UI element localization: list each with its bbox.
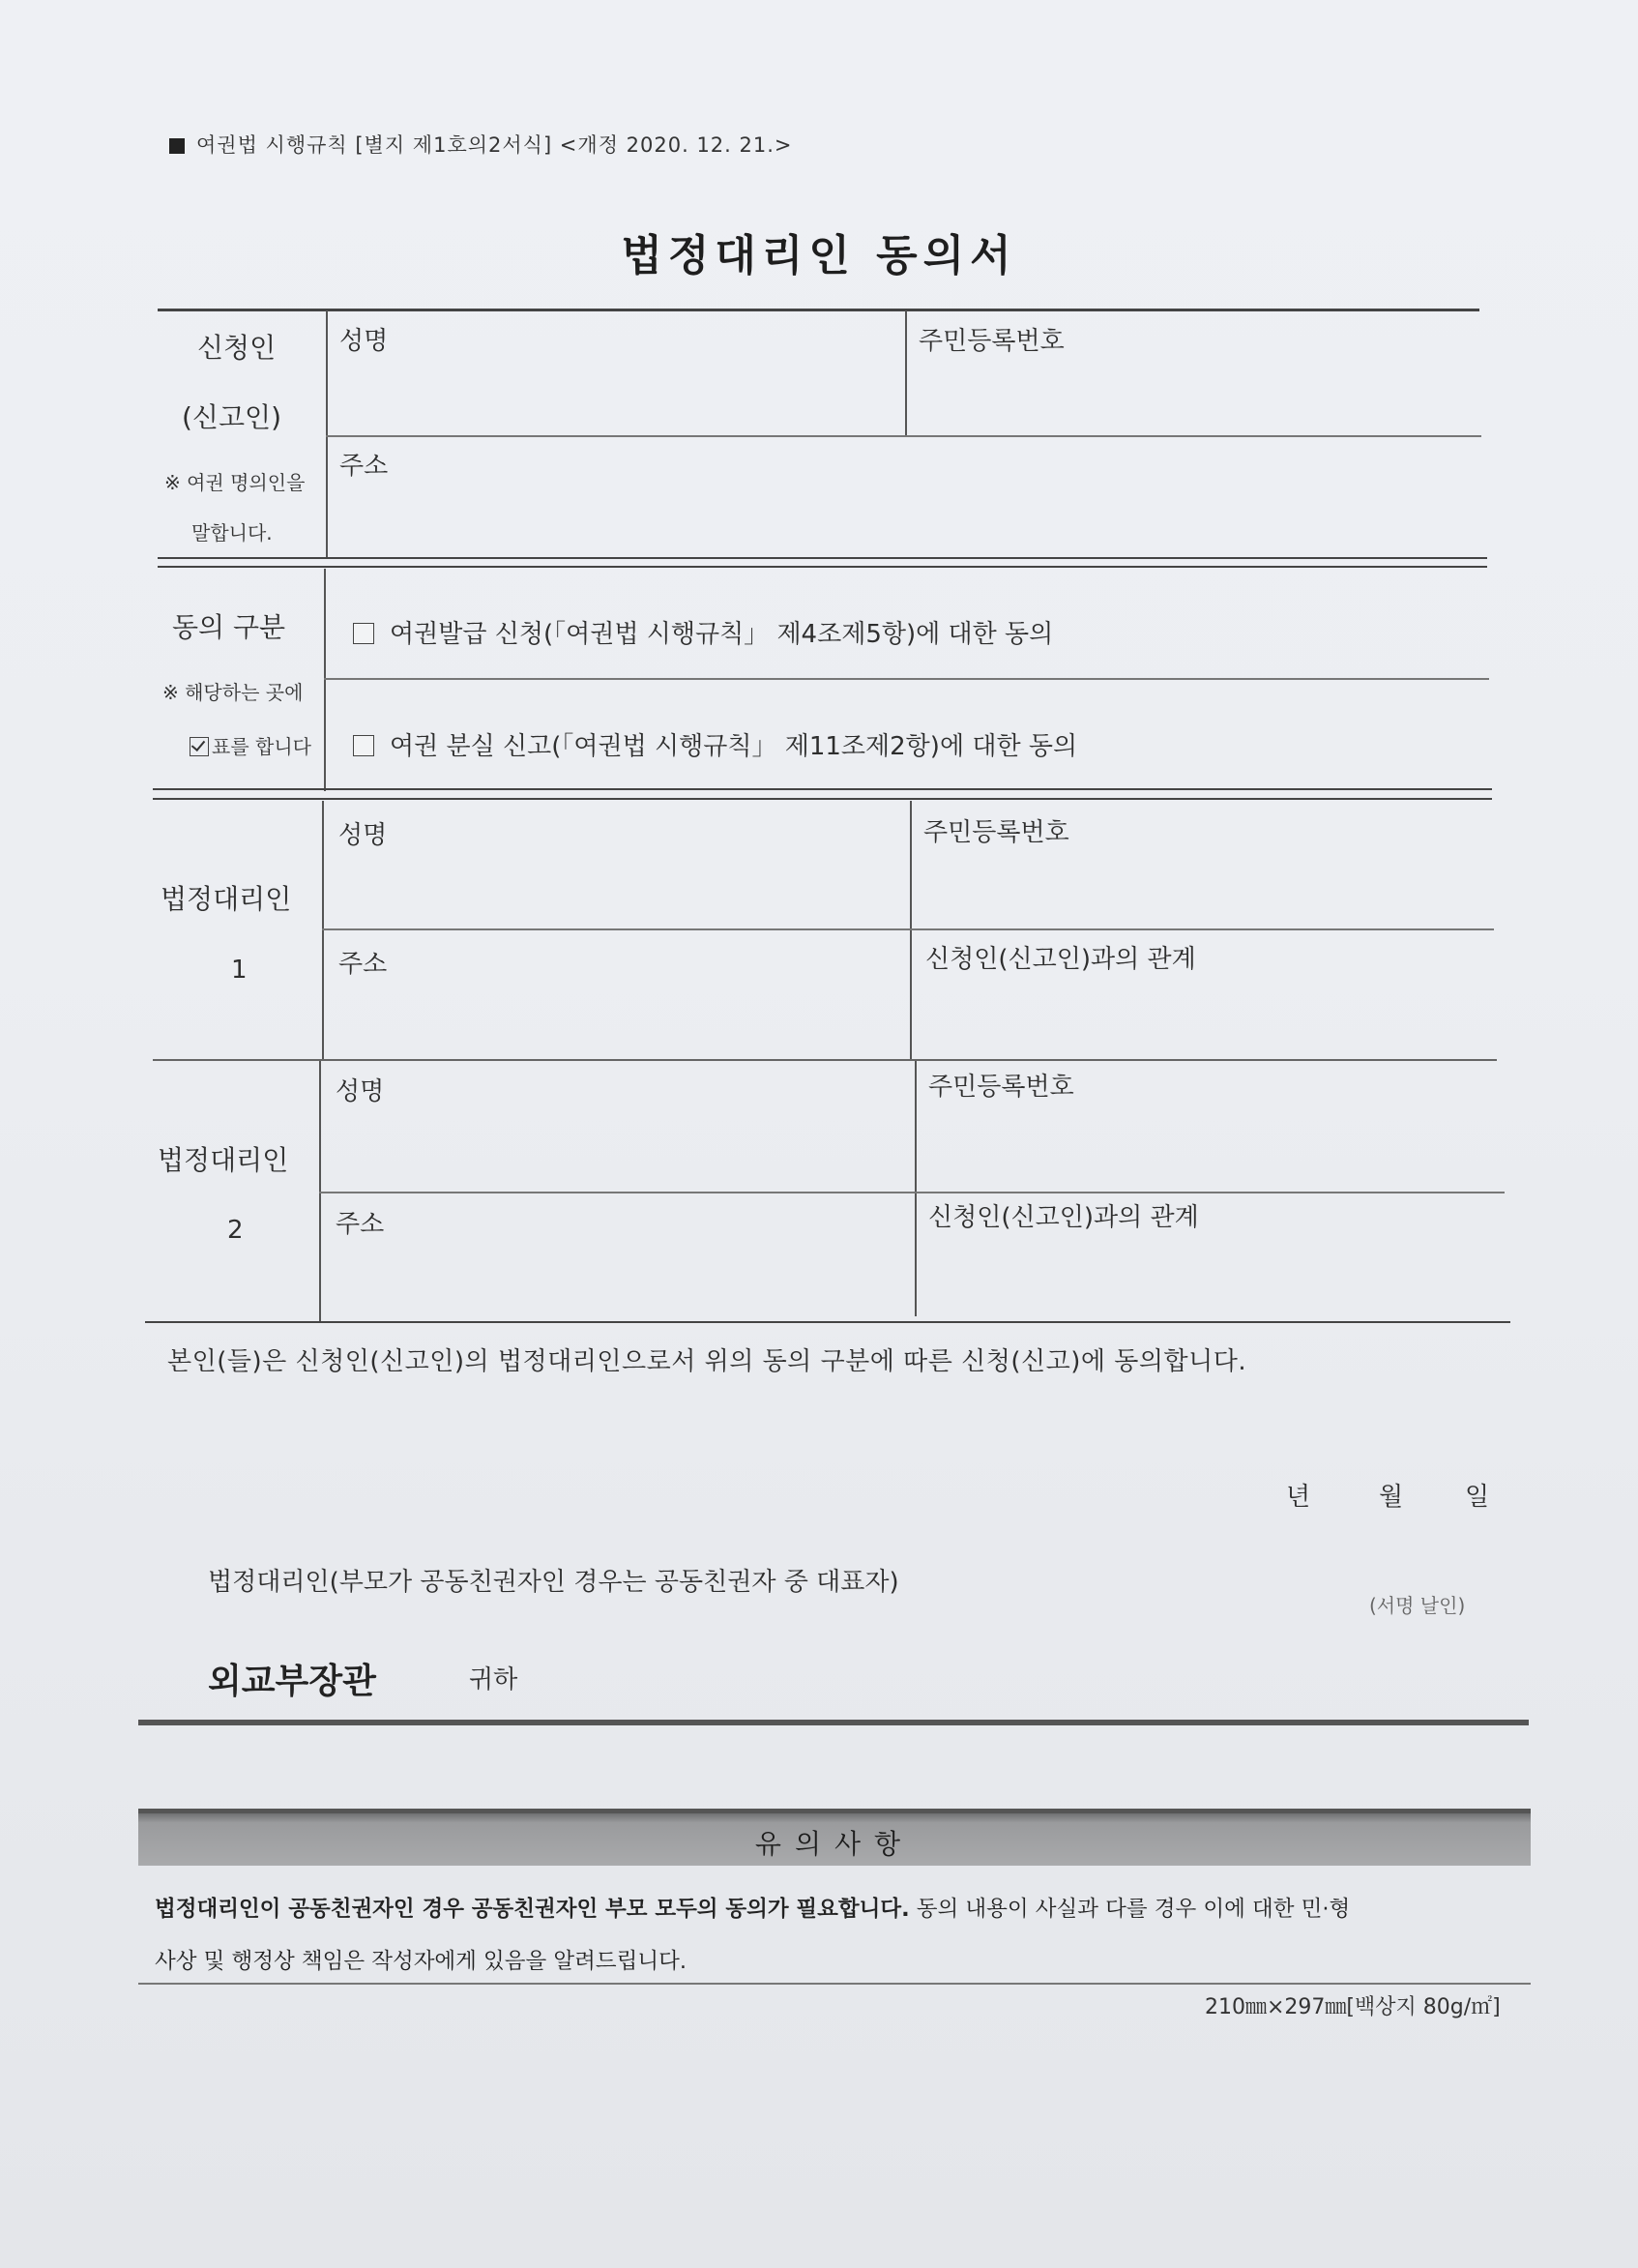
consent-statement: 본인(들)은 신청인(신고인)의 법정대리인으로서 위의 동의 구분에 따른 신청(신고)에 동의합니다.	[167, 1347, 1247, 1376]
notice-bottom-border	[138, 1983, 1531, 1985]
sign-seal-note[interactable]: (서명 날인)	[1369, 1594, 1466, 1617]
rep1-row-divider	[322, 928, 1494, 930]
recipient-suffix: 귀하	[469, 1665, 518, 1694]
date-year[interactable]: 년	[1286, 1483, 1311, 1512]
consent-row-divider	[324, 678, 1489, 680]
rep1-divider	[322, 801, 324, 1060]
checkbox-icon[interactable]	[353, 623, 374, 644]
applicant-row-divider	[326, 435, 1481, 437]
signature-section-border	[138, 1720, 1529, 1725]
rep2-rrn-field[interactable]: 주민등록번호	[928, 1073, 1074, 1102]
consent-note-2	[190, 731, 311, 759]
consent-note: ※ 해당하는 곳에	[162, 681, 304, 704]
applicant-label: 신청인	[197, 332, 277, 364]
notice-text-line2: 사상 및 행정상 책임은 작성자에게 있음을 알려드립니다.	[155, 1949, 687, 1974]
rep2-address-field[interactable]: 주소	[336, 1210, 385, 1239]
notice-text-rest: 동의 내용이 사실과 다를 경우 이에 대한 민·형	[909, 1897, 1351, 1922]
date-month[interactable]: 월	[1379, 1483, 1404, 1512]
rep1-address-field[interactable]: 주소	[338, 950, 388, 979]
double-rule-top	[158, 557, 1487, 559]
notice-title: 유의사항	[754, 1828, 915, 1860]
rep2-mid-divider	[915, 1061, 917, 1316]
rep2-name-field[interactable]: 성명	[336, 1077, 385, 1106]
consent-option-1-label: 여권발급 신청(「여권법 시행규칙」 제4조제5항)에 대한 동의	[390, 620, 1054, 649]
applicant-address-field[interactable]: 주소	[339, 452, 389, 481]
notice-bold-text: 법정대리인이 공동친권자인 경우 공동친권자인 부모 모두의 동의가 필요합니다.	[155, 1897, 910, 1922]
date-day[interactable]: 일	[1465, 1483, 1490, 1512]
rep2-label: 법정대리인	[158, 1144, 289, 1176]
consent-label: 동의 구분	[172, 611, 286, 643]
signer-line: 법정대리인(부모가 공동친권자인 경우는 공동친권자 중 대표자)	[208, 1568, 899, 1597]
applicant-note: ※ 여권 명의인을	[164, 471, 306, 494]
notice-header	[138, 1809, 1531, 1866]
paper-size-spec: 210㎜×297㎜[백상지 80g/㎡]	[1205, 1995, 1501, 2019]
consent-option-2[interactable]	[353, 726, 1077, 762]
form-reference-text: 여권법 시행규칙 [별지 제1호의2서식] <개정 2020. 12. 21.>	[196, 133, 793, 157]
applicant-note-2: 말합니다.	[191, 521, 273, 545]
rep1-label: 법정대리인	[161, 883, 292, 915]
double-rule-bottom-2	[153, 798, 1492, 800]
table-top-border	[158, 309, 1479, 311]
applicant-label-sub: (신고인)	[182, 401, 281, 433]
notice-text	[155, 1892, 1350, 1923]
consent-option-2-label: 여권 분실 신고(「여권법 시행규칙」 제11조제2항)에 대한 동의	[390, 732, 1078, 761]
rep1-relation-field[interactable]: 신청인(신고인)과의 관계	[925, 945, 1196, 974]
table-bottom-border	[145, 1321, 1510, 1323]
rep1-bottom-border	[153, 1059, 1497, 1061]
rep2-relation-field[interactable]: 신청인(신고인)과의 관계	[928, 1203, 1199, 1232]
double-rule-top-2	[153, 788, 1492, 790]
recipient: 외교부장관	[208, 1662, 376, 1701]
rep1-number: 1	[231, 956, 248, 985]
rep1-mid-divider	[910, 801, 912, 1060]
rep1-name-field[interactable]: 성명	[338, 821, 388, 850]
consent-note-2-text: 표를 합니다	[212, 735, 311, 758]
checkbox-icon[interactable]	[353, 735, 374, 756]
form-reference	[169, 130, 793, 159]
rep2-number: 2	[227, 1216, 244, 1245]
rep1-rrn-field[interactable]: 주민등록번호	[923, 818, 1069, 847]
consent-option-1[interactable]	[353, 614, 1053, 650]
checkbox-checked-icon	[190, 737, 209, 756]
page-title: 법정대리인 동의서	[621, 231, 1017, 280]
applicant-name-field[interactable]: 성명	[339, 327, 389, 356]
square-bullet-icon	[169, 138, 185, 154]
rep2-row-divider	[319, 1192, 1505, 1193]
applicant-mid-divider	[905, 310, 907, 436]
double-rule-bottom	[158, 566, 1487, 568]
consent-divider	[324, 569, 326, 791]
applicant-rrn-field[interactable]: 주민등록번호	[919, 327, 1065, 356]
